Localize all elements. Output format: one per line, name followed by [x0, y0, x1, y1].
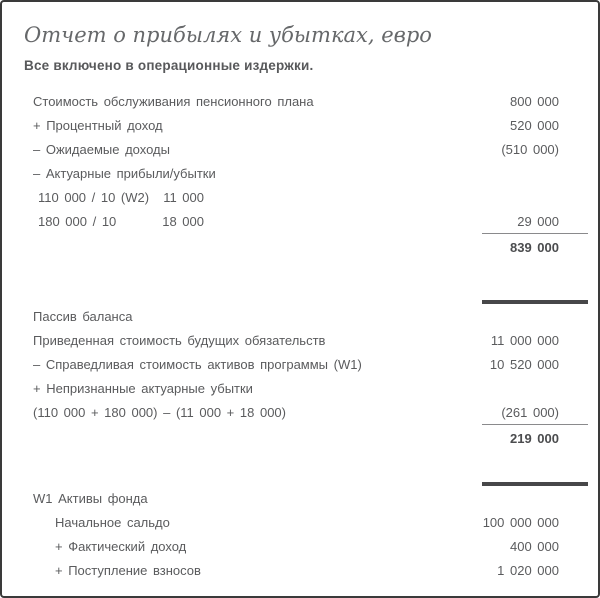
row-label: – Справедливая стоимость активов программы (W1)	[33, 356, 362, 372]
row-value: (510 000)	[501, 141, 559, 157]
row-label: Приведенная стоимость будущих обязательств	[33, 332, 326, 348]
table-row	[33, 510, 588, 534]
row-label: Стоимость обслуживания пенсионного плана	[33, 93, 314, 109]
total-value-cell	[482, 424, 588, 451]
table-row	[33, 558, 588, 582]
w1-section	[33, 486, 588, 582]
row-label: + Непризнанные актуарные убытки	[33, 380, 253, 396]
row-value: 1 020 000	[497, 562, 559, 578]
section-heading: W1 Активы фонда	[33, 490, 148, 506]
total-value-cell	[482, 233, 588, 260]
row-value-cell	[482, 539, 588, 554]
row-value: (261 000)	[501, 404, 559, 420]
calc-result: 11 000	[163, 189, 204, 205]
report-note: Все включено в операционные издержки.	[24, 58, 314, 73]
table-row	[33, 161, 588, 185]
row-value-cell	[482, 515, 588, 530]
row-value-cell	[482, 357, 588, 372]
table-row	[33, 113, 588, 137]
row-value: 400 000	[510, 538, 559, 554]
balance-total-row	[33, 424, 588, 451]
table-row	[33, 137, 588, 161]
calc-pair	[38, 214, 204, 229]
row-value: 800 000	[510, 93, 559, 109]
row-value: 29 000	[517, 213, 559, 229]
table-row	[33, 400, 588, 424]
section-heading: Пассив баланса	[33, 308, 133, 324]
row-label: + Процентный доход	[33, 117, 163, 133]
row-label: – Актуарные прибыли/убытки	[33, 165, 216, 181]
row-value: 100 000 000	[482, 514, 559, 530]
calc-result: 18 000	[162, 213, 204, 229]
pnl-section	[33, 89, 588, 304]
calc-row	[33, 209, 588, 233]
row-value-cell	[482, 563, 588, 578]
balance-section	[33, 304, 588, 486]
row-value: 520 000	[510, 117, 559, 133]
row-value-cell	[482, 118, 588, 133]
row-value: 11 000 000	[490, 332, 559, 348]
table-row	[33, 534, 588, 558]
table-row	[33, 352, 588, 376]
pnl-total-row	[33, 233, 588, 260]
pnl-total-value: 839 000	[510, 239, 559, 255]
row-value-cell	[482, 94, 588, 109]
row-value-cell	[482, 405, 588, 420]
row-value: 10 520 000	[489, 356, 559, 372]
row-label: Начальное сальдо	[55, 514, 170, 530]
row-value-cell	[482, 214, 588, 229]
balance-heading-row	[33, 304, 588, 328]
calc-pair	[38, 190, 204, 205]
row-label: – Ожидаемые доходы	[33, 141, 170, 157]
page-title: Отчет о прибылях и убытках, евро	[24, 23, 432, 47]
row-label: + Поступление взносов	[55, 562, 201, 578]
calc-formula: 110 000 / 10 (W2)	[38, 189, 150, 205]
table-row	[33, 328, 588, 352]
calc-row	[33, 185, 588, 209]
row-value-cell	[482, 333, 588, 348]
calc-formula: 180 000 / 10	[38, 213, 117, 229]
row-label: + Фактический доход	[55, 538, 187, 554]
balance-total-value: 219 000	[510, 430, 559, 446]
table-row	[33, 89, 588, 113]
row-label: (110 000 + 180 000) – (11 000 + 18 000)	[33, 404, 286, 420]
row-value-cell	[482, 142, 588, 157]
w1-heading-row	[33, 486, 588, 510]
table-row	[33, 376, 588, 400]
